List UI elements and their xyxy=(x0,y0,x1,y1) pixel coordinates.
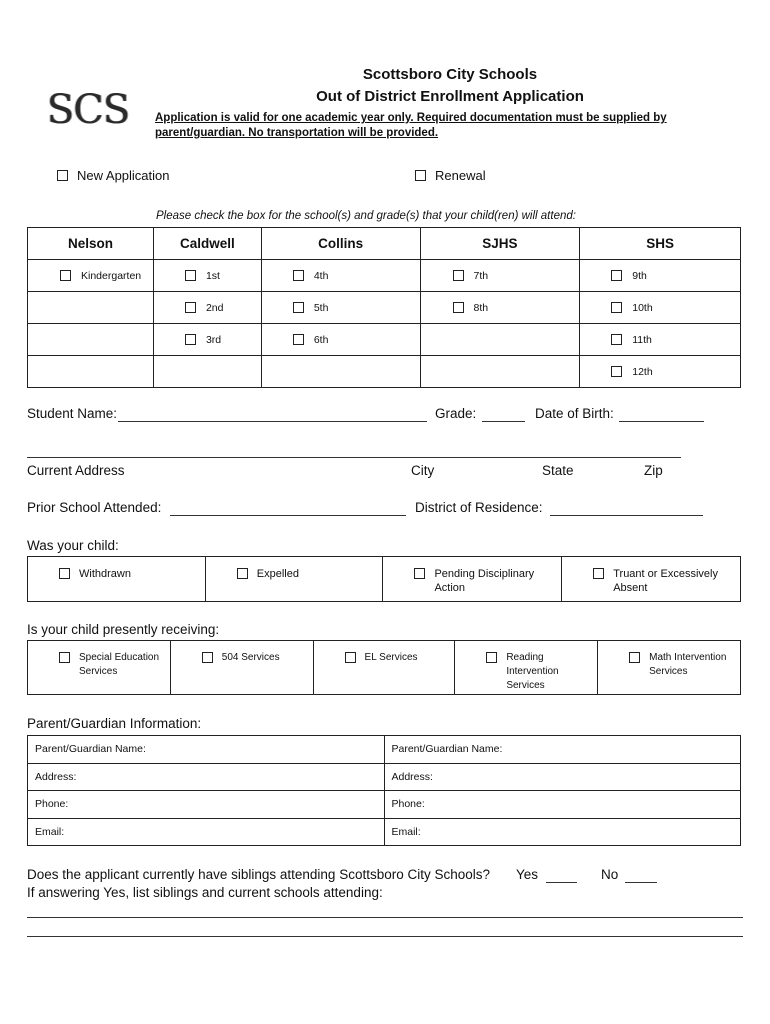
header-caldwell: Caldwell xyxy=(153,228,261,260)
grade-checkbox[interactable] xyxy=(60,270,71,281)
city-label: City xyxy=(411,463,435,478)
dob-label: Date of Birth: xyxy=(535,406,614,421)
option-pending-disciplinary[interactable] xyxy=(414,567,561,595)
grade-field[interactable] xyxy=(482,421,525,422)
prior-school-field[interactable] xyxy=(170,515,406,516)
was-child-table xyxy=(27,556,741,602)
table-row xyxy=(28,260,741,292)
grade-option-7th[interactable] xyxy=(453,270,580,282)
grade-option-9th[interactable] xyxy=(611,270,740,282)
grade-label: 2nd xyxy=(205,301,224,314)
new-application-option[interactable] xyxy=(57,168,170,183)
guardian2-email-field[interactable]: Email: xyxy=(384,818,741,846)
yes-label: Yes xyxy=(516,867,539,882)
guardian1-phone-field[interactable]: Phone: xyxy=(28,791,385,819)
guardian1-name-field[interactable]: Parent/Guardian Name: xyxy=(28,736,385,764)
page-subtitle: Out of District Enrollment Application xyxy=(316,88,584,105)
grade-label: 9th xyxy=(632,269,647,282)
grade-label: Grade: xyxy=(435,406,477,421)
withdrawn-checkbox[interactable] xyxy=(59,568,70,579)
table-row xyxy=(28,736,741,764)
option-truant[interactable] xyxy=(593,567,740,595)
option-expelled[interactable] xyxy=(237,567,383,581)
option-math-intervention[interactable] xyxy=(629,651,740,679)
receiving-label: Is your child presently receiving: xyxy=(27,622,220,637)
siblings-line-2[interactable] xyxy=(27,936,743,937)
reading-intervention-checkbox[interactable] xyxy=(486,652,497,663)
grade-checkbox[interactable] xyxy=(611,334,622,345)
math-intervention-checkbox[interactable] xyxy=(629,652,640,663)
current-address-label: Current Address xyxy=(27,463,125,478)
notice-line-1: Application is valid for one academic year only. Required documentation must be supplied by xyxy=(155,112,667,124)
option-label: EL Services xyxy=(364,652,418,663)
option-504-services[interactable] xyxy=(202,651,313,665)
grade-label: 4th xyxy=(313,269,329,282)
was-child-label: Was your child: xyxy=(27,538,119,553)
grade-checkbox[interactable] xyxy=(611,366,622,377)
grade-checkbox[interactable] xyxy=(185,302,196,313)
grade-option-8th[interactable] xyxy=(453,302,580,314)
option-label: Reading Intervention Services xyxy=(506,652,559,691)
grade-checkbox[interactable] xyxy=(185,334,196,345)
grade-label: 11th xyxy=(632,333,652,346)
grade-checkbox[interactable] xyxy=(453,270,464,281)
school-grade-table xyxy=(27,227,741,388)
grade-label: 3rd xyxy=(205,333,222,346)
header-nelson: Nelson xyxy=(28,228,154,260)
grade-option-12th[interactable] xyxy=(611,366,740,378)
address-field[interactable] xyxy=(27,457,681,458)
grade-checkbox[interactable] xyxy=(293,334,304,345)
guardian-table xyxy=(27,735,741,846)
special-education-checkbox[interactable] xyxy=(59,652,70,663)
header-collins: Collins xyxy=(261,228,420,260)
prior-school-label: Prior School Attended: xyxy=(27,500,162,515)
header-shs: SHS xyxy=(580,228,741,260)
option-label: Withdrawn xyxy=(79,568,131,580)
services-table xyxy=(27,640,741,695)
validity-notice xyxy=(155,111,735,140)
truant-checkbox[interactable] xyxy=(593,568,604,579)
notice-line-2: parent/guardian. No transportation will be provided. xyxy=(155,126,439,139)
guardian-info-label: Parent/Guardian Information: xyxy=(27,716,202,731)
grade-option-10th[interactable] xyxy=(611,302,740,314)
grade-label: 6th xyxy=(313,333,329,346)
new-application-label: New Application xyxy=(77,168,170,183)
option-label: 504 Services xyxy=(221,652,280,663)
grade-checkbox[interactable] xyxy=(293,302,304,313)
grade-label: 12th xyxy=(632,365,653,378)
grade-option-4th[interactable] xyxy=(293,270,420,282)
504-services-checkbox[interactable] xyxy=(202,652,213,663)
table-row xyxy=(28,324,741,356)
dob-field[interactable] xyxy=(619,421,704,422)
option-label: Truant or Excessively Absent xyxy=(613,568,718,594)
grade-label: 8th xyxy=(473,301,489,314)
header-sjhs: SJHS xyxy=(420,228,580,260)
grade-option-1st[interactable] xyxy=(185,270,261,282)
grade-label: 1st xyxy=(205,269,220,282)
option-label: Pending Disciplinary Action xyxy=(434,568,535,594)
grade-checkbox[interactable] xyxy=(611,302,622,313)
table-row xyxy=(28,356,741,388)
option-special-education[interactable] xyxy=(59,651,170,679)
grade-checkbox[interactable] xyxy=(611,270,622,281)
guardian2-phone-field[interactable]: Phone: xyxy=(384,791,741,819)
option-label: Special Education Services xyxy=(79,652,160,677)
no-field[interactable] xyxy=(625,882,657,883)
pending-disciplinary-checkbox[interactable] xyxy=(414,568,425,579)
option-el-services[interactable] xyxy=(345,651,455,665)
renewal-checkbox[interactable] xyxy=(415,170,426,181)
grade-label: 10th xyxy=(632,301,653,314)
siblings-line-1[interactable] xyxy=(27,917,743,918)
table-row xyxy=(28,763,741,791)
grade-option-11th[interactable] xyxy=(611,334,740,346)
grade-option-5th[interactable] xyxy=(293,302,420,314)
student-name-label: Student Name: xyxy=(27,406,118,421)
option-reading-intervention[interactable] xyxy=(486,651,597,693)
el-services-checkbox[interactable] xyxy=(345,652,356,663)
guardian2-address-field[interactable]: Address: xyxy=(384,763,741,791)
grade-label: 5th xyxy=(313,301,329,314)
state-label: State xyxy=(542,463,574,478)
siblings-question: Does the applicant currently have siblings attending Scottsboro City Schools? xyxy=(27,867,491,882)
grade-label: Kindergarten xyxy=(81,269,142,282)
grade-option-2nd[interactable] xyxy=(185,302,261,314)
guardian1-email-field[interactable]: Email: xyxy=(28,818,385,846)
grade-label: 7th xyxy=(473,269,489,282)
scs-logo: SCS xyxy=(46,87,130,133)
yes-field[interactable] xyxy=(546,882,577,883)
renewal-label: Renewal xyxy=(435,168,486,183)
grade-checkbox[interactable] xyxy=(293,270,304,281)
guardian1-address-field[interactable]: Address: xyxy=(28,763,385,791)
table-row xyxy=(28,818,741,846)
guardian2-name-field[interactable]: Parent/Guardian Name: xyxy=(384,736,741,764)
table-row xyxy=(28,791,741,819)
option-label: Math Intervention Services xyxy=(649,652,727,677)
option-withdrawn[interactable] xyxy=(59,567,205,581)
page-title: Scottsboro City Schools xyxy=(362,66,538,83)
table-row xyxy=(28,292,741,324)
district-field[interactable] xyxy=(550,515,703,516)
grade-option-kindergarten[interactable] xyxy=(60,270,153,282)
school-instruction: Please check the box for the school(s) and grade(s) that your child(ren) will attend: xyxy=(156,210,576,222)
grade-option-3rd[interactable] xyxy=(185,334,261,346)
zip-label: Zip xyxy=(644,463,663,478)
expelled-checkbox[interactable] xyxy=(237,568,248,579)
option-label: Expelled xyxy=(256,568,299,580)
renewal-option[interactable] xyxy=(415,168,486,183)
grade-checkbox[interactable] xyxy=(453,302,464,313)
grade-option-6th[interactable] xyxy=(293,334,420,346)
district-label: District of Residence: xyxy=(415,500,543,515)
grade-checkbox[interactable] xyxy=(185,270,196,281)
no-label: No xyxy=(601,867,619,882)
student-name-field[interactable] xyxy=(118,421,427,422)
new-application-checkbox[interactable] xyxy=(57,170,68,181)
siblings-list-prompt: If answering Yes, list siblings and current schools attending: xyxy=(27,885,383,900)
